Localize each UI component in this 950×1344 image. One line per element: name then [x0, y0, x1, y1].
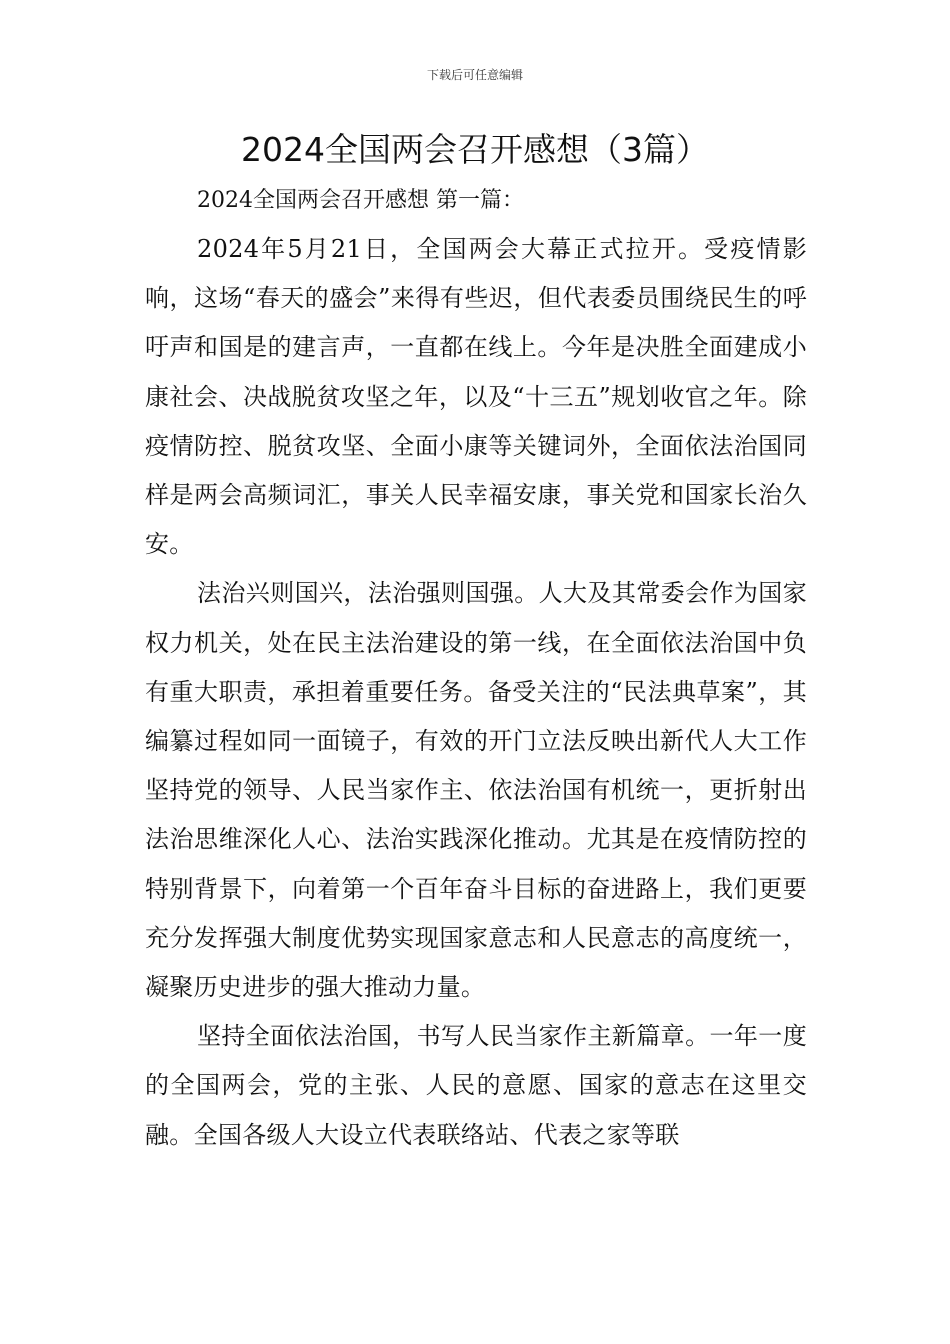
document-body [145, 177, 807, 1160]
paragraph-1: 2024年5月21日，全国两会大幕正式拉开。受疫情影响，这场“春天的盛会”来得有些迟，但代表委员围绕民生的呼吁声和国是的建言声，一直都在线上。今年是决胜全面建成小康社会、决战脱贫攻坚之年，以及“十三五”规划收官之年。除疫情防控、脱贫攻坚、全面小康等关键词外，全面依法治国同样是两会高频词汇，事关人民幸福安康，事关党和国家长治久安。 [145, 235, 807, 559]
paragraph-3: 坚持全面依法治国，书写人民当家作主新篇章。一年一度的全国两会，党的主张、人民的意愿、国家的意志在这里交融。全国各级人大设立代表联络站、代表之家等联 [145, 1022, 807, 1149]
section-heading: 2024全国两会召开感想 第一篇： [197, 188, 524, 213]
header-note: 下载后可任意编辑 [426, 68, 523, 82]
paragraph-2: 法治兴则国兴，法治强则国强。人大及其常委会作为国家权力机关，处在民主法治建设的第一线，在全面依法治国中负有重大职责，承担着重要任务。备受关注的“民法典草案”，其编纂过程如同一面镜子，有效的开门立法反映出新代人大工作坚持党的领导、人民当家作主、依法治国有机统一，更折射出法治思维深化人心、法治实践深化推动。尤其是在疫情防控的特别背景下，向着第一个百年奋斗目标的奋进路上，我们更要充分发挥强大制度优势实现国家意志和人民意志的高度统一，凝聚历史进步的强大推动力量。 [145, 579, 807, 1002]
document-title: 2024全国两会召开感想（3篇） [241, 130, 709, 169]
